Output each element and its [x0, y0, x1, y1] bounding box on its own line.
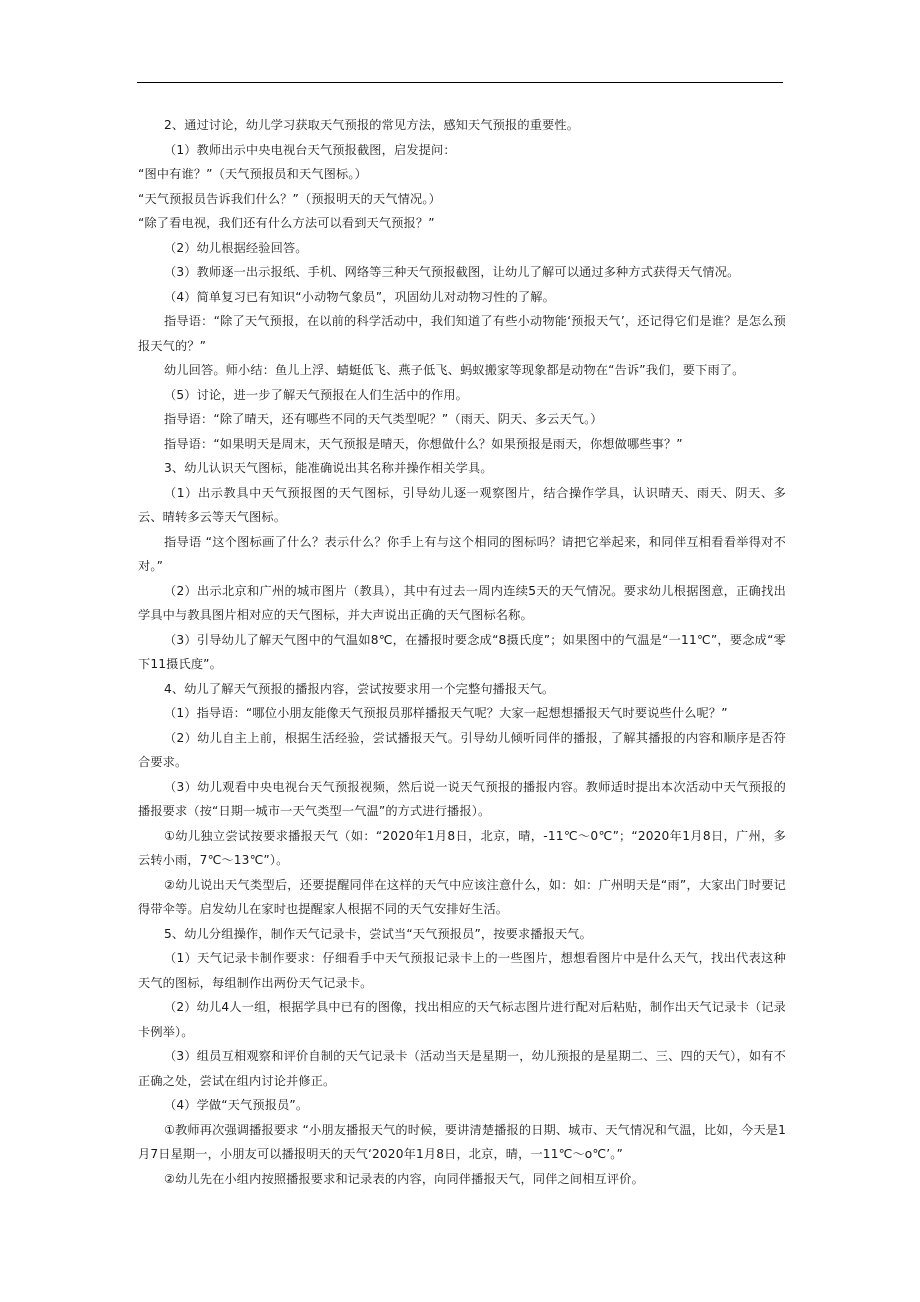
paragraph: （2）幼儿自主上前，根据生活经验，尝试播报天气。引导幼儿倾听同伴的播报，了解其播报的内容和顺序是否符合要求。: [138, 730, 786, 769]
header-rule: [137, 82, 783, 83]
paragraph: （3）组员互相观察和评价自制的天气记录卡（活动当天是星期一，幼儿预报的是星期二、三、四的天气），如有不正确之处，尝试在组内讨论并修正。: [138, 1049, 786, 1088]
paragraph: 指导语 “这个图标画了什么？表示什么？你手上有与这个相同的图标吗？请把它举起来，和同伴互相看看举得对不对。”: [138, 534, 786, 573]
paragraph: 指导语：“除了晴天，还有哪些不同的天气类型呢？”（雨天、阴天、多云天气。）: [164, 412, 603, 426]
paragraph: “除了看电视，我们还有什么方法可以看到天气预报？”: [138, 216, 435, 230]
paragraph: 指导语：“除了天气预报，在以前的科学活动中，我们知道了有些小动物能‘预报天气’，还记得它们是谁？是怎么预报天气的？”: [138, 314, 786, 353]
paragraph: （3）教师逐一出示报纸、手机、网络等三种天气预报截图，让幼儿了解可以通过多种方式获得天气情况。: [164, 265, 740, 279]
paragraph: （4）简单复习已有知识“小动物气象员”，巩固幼儿对动物习性的了解。: [164, 289, 555, 304]
paragraph: 幼儿回答。师小结：鱼儿上浮、蜻蜓低飞、燕子低飞、蚂蚁搬家等现象都是动物在“告诉”我们，要下雨了。: [164, 363, 745, 377]
paragraph: ②幼儿说出天气类型后，还要提醒同伴在这样的天气中应该注意什么，如：如：广州明天是“雨”，大家出门时要记得带伞等。启发幼儿在家时也提醒家人根据不同的天气安排好生活。: [138, 877, 786, 916]
paragraph: 3、幼儿认识天气图标，能准确说出其名称并操作相关学具。: [164, 461, 493, 475]
paragraph: （1）出示教具中天气预报图的天气图标，引导幼儿逐一观察图片，结合操作学具，认识晴天、雨天、阴天、多云、晴转多云等天气图标。: [138, 485, 786, 524]
paragraph: （2）出示北京和广州的城市图片（教具），其中有过去一周内连续5天的天气情况。要求幼儿根据图意，正确找出学具中与教具图片相对应的天气图标，并大声说出正确的天气图标名称。: [138, 583, 786, 622]
paragraph: 4、幼儿了解天气预报的播报内容，尝试按要求用一个完整句播报天气。: [164, 681, 555, 696]
paragraph: “天气预报员告诉我们什么？”（预报明天的天气情况。）: [138, 191, 441, 206]
paragraph: 指导语：“如果明天是周末，天气预报是晴天，你想做什么？如果预报是雨天，你想做哪些事？”: [164, 436, 683, 451]
paragraph: “图中有谁？”（天气预报员和天气图标。）: [138, 167, 367, 181]
paragraph: （5）讨论，进一步了解天气预报在人们生活中的作用。: [164, 387, 469, 402]
document-body: [138, 113, 786, 1191]
paragraph: （1）指导语：“哪位小朋友能像天气预报员那样播报天气呢？大家一起想想播报天气时要说些什么呢？”: [164, 706, 728, 720]
paragraph: 5、幼儿分组操作，制作天气记录卡，尝试当“天气预报员”，按要求播报天气。: [164, 926, 592, 941]
paragraph: ①幼儿独立尝试按要求播报天气（如：“2020年1月8日，北京，晴，-11℃～0℃”；“2020年1月8日，广州，多云转小雨，7℃～13℃”）。: [138, 828, 786, 867]
paragraph: ②幼儿先在小组内按照播报要求和记录表的内容，向同伴播报天气，同伴之间相互评价。: [164, 1171, 644, 1186]
paragraph: （1）教师出示中央电视台天气预报截图，启发提问：: [164, 142, 456, 157]
paragraph: （2）幼儿根据经验回答。: [164, 240, 308, 255]
paragraph: ①教师再次强调播报要求 “小朋友播报天气的时候，要讲清楚播报的日期、城市、天气情况和气温，比如，今天是1月7日星期一，小朋友可以播报明天的天气‘2020年1月8日，北京，晴，一11℃～o℃’。”: [138, 1122, 786, 1161]
paragraph: 2、通过讨论，幼儿学习获取天气预报的常见方法，感知天气预报的重要性。: [164, 118, 580, 132]
paragraph: （3）幼儿观看中央电视台天气预报视频，然后说一说天气预报的播报内容。教师适时提出本次活动中天气预报的播报要求（按“日期一城市一天气类型一气温”的方式进行播报）。: [138, 779, 786, 818]
paragraph: （1）天气记录卡制作要求：仔细看手中天气预报记录卡上的一些图片，想想看图片中是什么天气，找出代表这种天气的图标，每组制作出两份天气记录卡。: [138, 951, 786, 990]
paragraph: （4）学做“天气预报员”。: [164, 1098, 309, 1112]
paragraph: （2）幼儿4人一组，根据学具中已有的图像，找出相应的天气标志图片进行配对后粘贴，制作出天气记录卡（记录卡例举）。: [138, 1000, 786, 1039]
paragraph: （3）引导幼儿了解天气图中的气温如8℃，在播报时要念成“8摄氏度”；如果图中的气温是“一11℃”，要念成“零下11摄氏度”。: [138, 632, 786, 671]
